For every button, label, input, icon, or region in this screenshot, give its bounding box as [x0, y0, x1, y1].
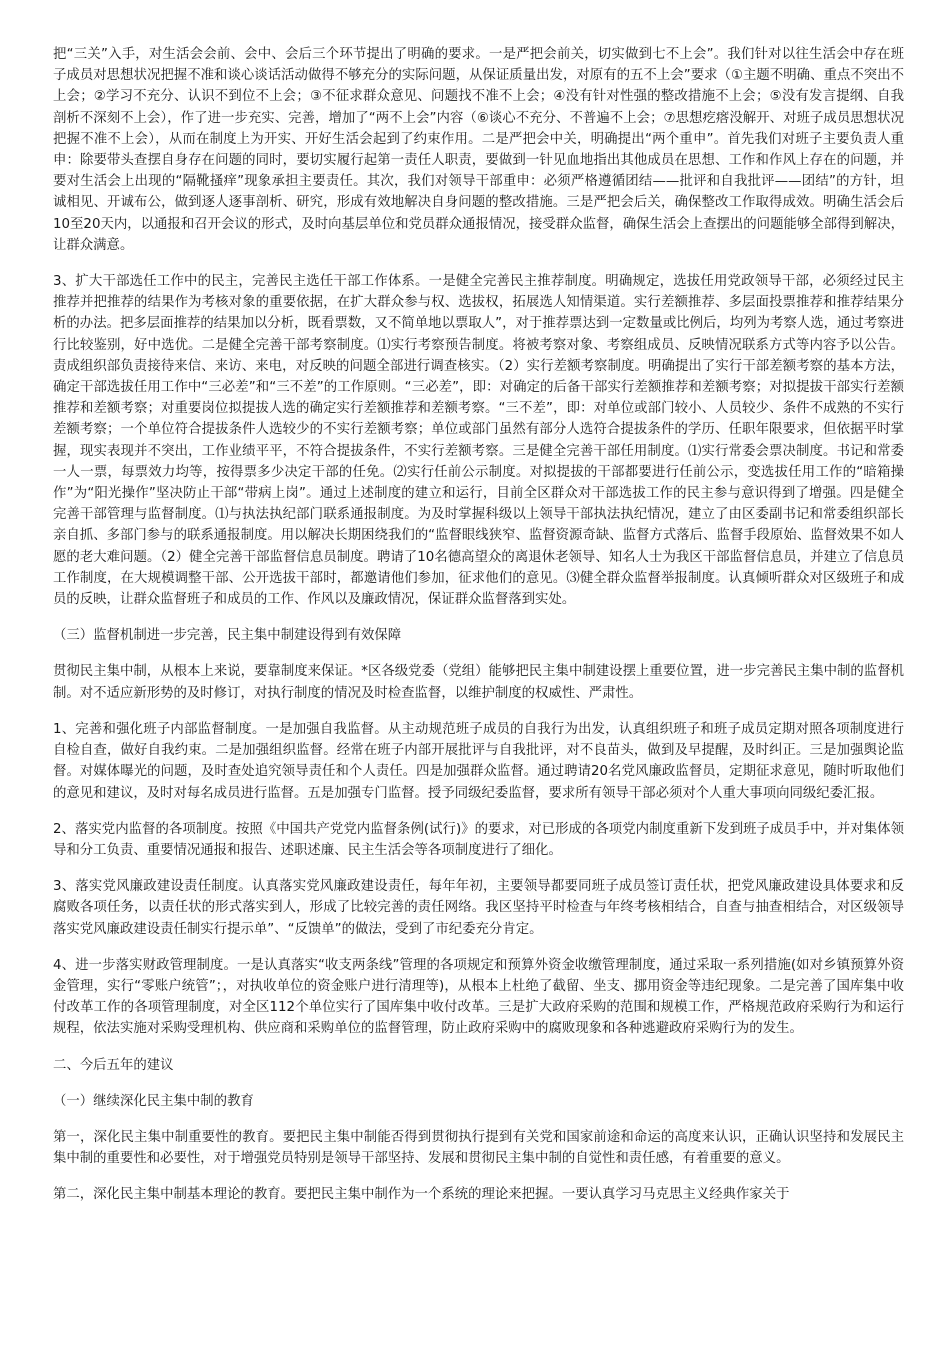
paragraph-clean-government-responsibility: 3、落实党风廉政建设责任制度。认真落实党风廉政建设责任，每年年初，主要领导都要同班子成员签订责任状，把党风廉政建设具体要求和反腐败各项任务，以责任状的形式落实到人，形成了比较完善的责任网络。我区坚持平时检查与年终考核相结合，自查与抽查相结合，对区级领导落实党风廉政建设责任制实行提示单”、“反馈单”的做法，受到了市纪委充分肯定。	[53, 879, 904, 937]
paragraph-internal-supervision: 1、完善和强化班子内部监督制度。一是加强自我监督。从主动规范班子成员的自我行为出发，认真组织班子和班子成员定期对照各项制度进行自检自查，做好自我约束。二是加强组织监督。经常在班子内部开展批评与自我批评，对不良苗头，做到及早提醒，及时纠正。三是加强舆论监督。对媒体曝光的问题，及时查处追究领导责任和个人责任。四是加强群众监督。通过聘请20名党风廉政监督员，定期征求意见，随时听取他们的意见和建议，及时对每名成员进行监督。五是加强专门监督。授予同级纪委监督，要求所有领导干部必须对个人重大事项向同级纪委汇报。	[53, 721, 904, 801]
paragraph-party-supervision-rules: 2、落实党内监督的各项制度。按照《中国共产党党内监督条例(试行)》的要求，对已形成的各项党内制度重新下发到班子成员手中，并对集体领导和分工负责、重要情况通报和报告、述职述廉、民主生活会等各项制度进行了细化。	[53, 821, 904, 858]
paragraph-supervision-intro: 贯彻民主集中制，从根本上来说，要靠制度来保证。*区各级党委（党组）能够把民主集中制建设摆上重要位置，进一步完善民主集中制的监督机制。对不适应新形势的及时修订，对执行制度的情况及时检查监督，以维护制度的权威性、严肃性。	[53, 664, 904, 701]
subsection-heading-education: （一）继续深化民主集中制的教育	[53, 1093, 254, 1109]
paragraph-finance-management: 4、进一步落实财政管理制度。一是认真落实“收支两条线”管理的各项规定和预算外资金收缴管理制度，通过采取一系列措施(如对乡镇预算外资金管理，实行“零账户统管”；，对执收单位的资金账户进行清理等)，从根本上杜绝了截留、坐支、挪用资金等违纪现象。二是完善了国库集中收付改革工作的各项管理制度，对全区112个单位实行了国库集中收付改革。三是扩大政府采购的范围和规模工作，严格规范政府采购行为和运行规程，依法实施对采购受理机构、供应商和采购单位的监督管理，防止政府采购中的腐败现象和各种逃避政府采购行为的发生。	[53, 957, 904, 1037]
paragraph-first-importance: 第一，深化民主集中制重要性的教育。要把民主集中制能否得到贯彻执行提到有关党和国家前途和命运的高度来认识，正确认识坚持和发展民主集中制的重要性和必要性，对于增强党员特别是领导干部坚持、发展和贯彻民主集中制的自觉性和责任感，有着重要的意义。	[53, 1129, 904, 1167]
paragraph-cadre-selection-democracy: 3、扩大干部选任工作中的民主，完善民主选任干部工作体系。一是健全完善民主推荐制度。明确规定，选拔任用党政领导干部，必须经过民主推荐并把推荐的结果作为考核对象的重要依据，在扩大群众参与权、选拔权，拓展选人知情渠道。实行差额推荐、多层面投票推荐和推荐结果分析的办法。把多层面推荐的结果加以分析，既看票数，又不简单地以票取人”，对于推荐票达到一定数量或比例后，均列为考察人选，通过考察进行比较鉴别，好中选优。二是健全完善干部考察制度。⑴实行考察预告制度。将被考察对象、考察组成员、反映情况联系方式等内容予以公告。责成组织部负责接待来信、来访、来电，对反映的问题全部进行调查核实。（2）实行差额考察制度。明确提出了实行干部差额考察的基本方法，确定干部选拔任用工作中“三必差”和“三不差”的工作原则。“三必差”，即：对确定的后备干部实行差额推荐和差额考察；对拟提拔干部实行差额推荐和差额考察；对重要岗位拟提拔人选的确定实行差额推荐和差额考察。“三不差”，即：对单位或部门较小、人员较少、条件不成熟的不实行差额考察；一个单位符合提拔条件人选较少的不实行差额考察；单位或部门虽然有部分人选符合提拔条件的学历、任职年限要求，但依据平时掌握，现实表现并不突出，工作业绩平平，不符合提拔条件，不实行差额考察。三是健全完善干部任用制度。⑴实行常委会票决制度。书记和常委一人一票，每票效力均等，按得票多少决定干部的任免。⑵实行任前公示制度。对拟提拔的干部都要进行任前公示，变选拔任用工作的“暗箱操作”为“阳光操作”坚决防止干部“带病上岗”。通过上述制度的建立和运行，目前全区群众对干部选拔工作的民主参与意识得到了增强。四是健全完善干部管理与监督制度。⑴与执法执纪部门联系通报制度。为及时掌握科级以上领导干部执法执纪情况，建立了由区委副书记和常委组织部长亲自抓、多部门参与的联系通报制度。用以解决长期困绕我们的“监督眼线狭窄、监督资源奇缺、监督方式落后、监督手段原始、监督效果不如人愿的老大难问题。（2）健全完善干部监督信息员制度。聘请了10名德高望众的离退休老领导、知名人士为我区干部监督信息员，并建立了信息员工作制度，在大规模调整干部、公开选拔干部时，都邀请他们参加，征求他们的意见。⑶健全群众监督举报制度。认真倾听群众对区级班子和成员的反映，让群众监督班子和成员的工作、作风以及廉政情况，保证群众监督落到实处。	[53, 274, 904, 608]
section-heading-suggestions: 二、今后五年的建议	[53, 1057, 174, 1073]
paragraph-meeting-three-gates: 把“三关”入手，对生活会会前、会中、会后三个环节提出了明确的要求。一是严把会前关，切实做到七不上会”。我们针对以往生活会中存在班子成员对思想状况把握不准和谈心谈话活动做得不够充分的实际问题，从保证质量出发，对原有的五不上会”要求（①主题不明确、重点不突出不上会；②学习不充分、认识不到位不上会；③不征求群众意见、问题找不准不上会；④没有针对性强的整改措施不上会；⑤没有发言提纲、自我剖析不深刻不上会），作了进一步充实、完善，增加了“两不上会”内容（⑥谈心不充分、不普遍不上会；⑦思想疙瘩没解开、对班子成员思想状况把握不准不上会），从而在制度上为开实、开好生活会起到了约束作用。二是严把会中关，明确提出“两个重申”。首先我们对班子主要负责人重申：除要带头查摆自身存在问题的同时，要切实履行起第一责任人职责，要做到一针见血地指出其他成员在思想、工作和作风上存在的问题，并要对生活会上出现的“隔靴搔痒”现象承担主要责任。其次，我们对领导干部重申：必须严格遵循团结——批评和自我批评——团结”的方针，坦诚相见、开诚布公，做到逐人逐事剖析、研究，形成有效地解决自身问题的整改措施。三是严把会后关，确保整改工作取得成效。明确生活会后10至20天内，以通报和召开会议的形式，及时向基层单位和党员群众通报情况，接受群众监督，确保生活会上查摆出的问题能够全部得到解决，让群众满意。	[53, 47, 904, 253]
section-heading-supervision: （三）监督机制进一步完善，民主集中制建设得到有效保障	[53, 628, 402, 644]
paragraph-second-theory: 第二，深化民主集中制基本理论的教育。要把民主集中制作为一个系统的理论来把握。一要认真学习马克思主义经典作家关于	[53, 1187, 790, 1203]
